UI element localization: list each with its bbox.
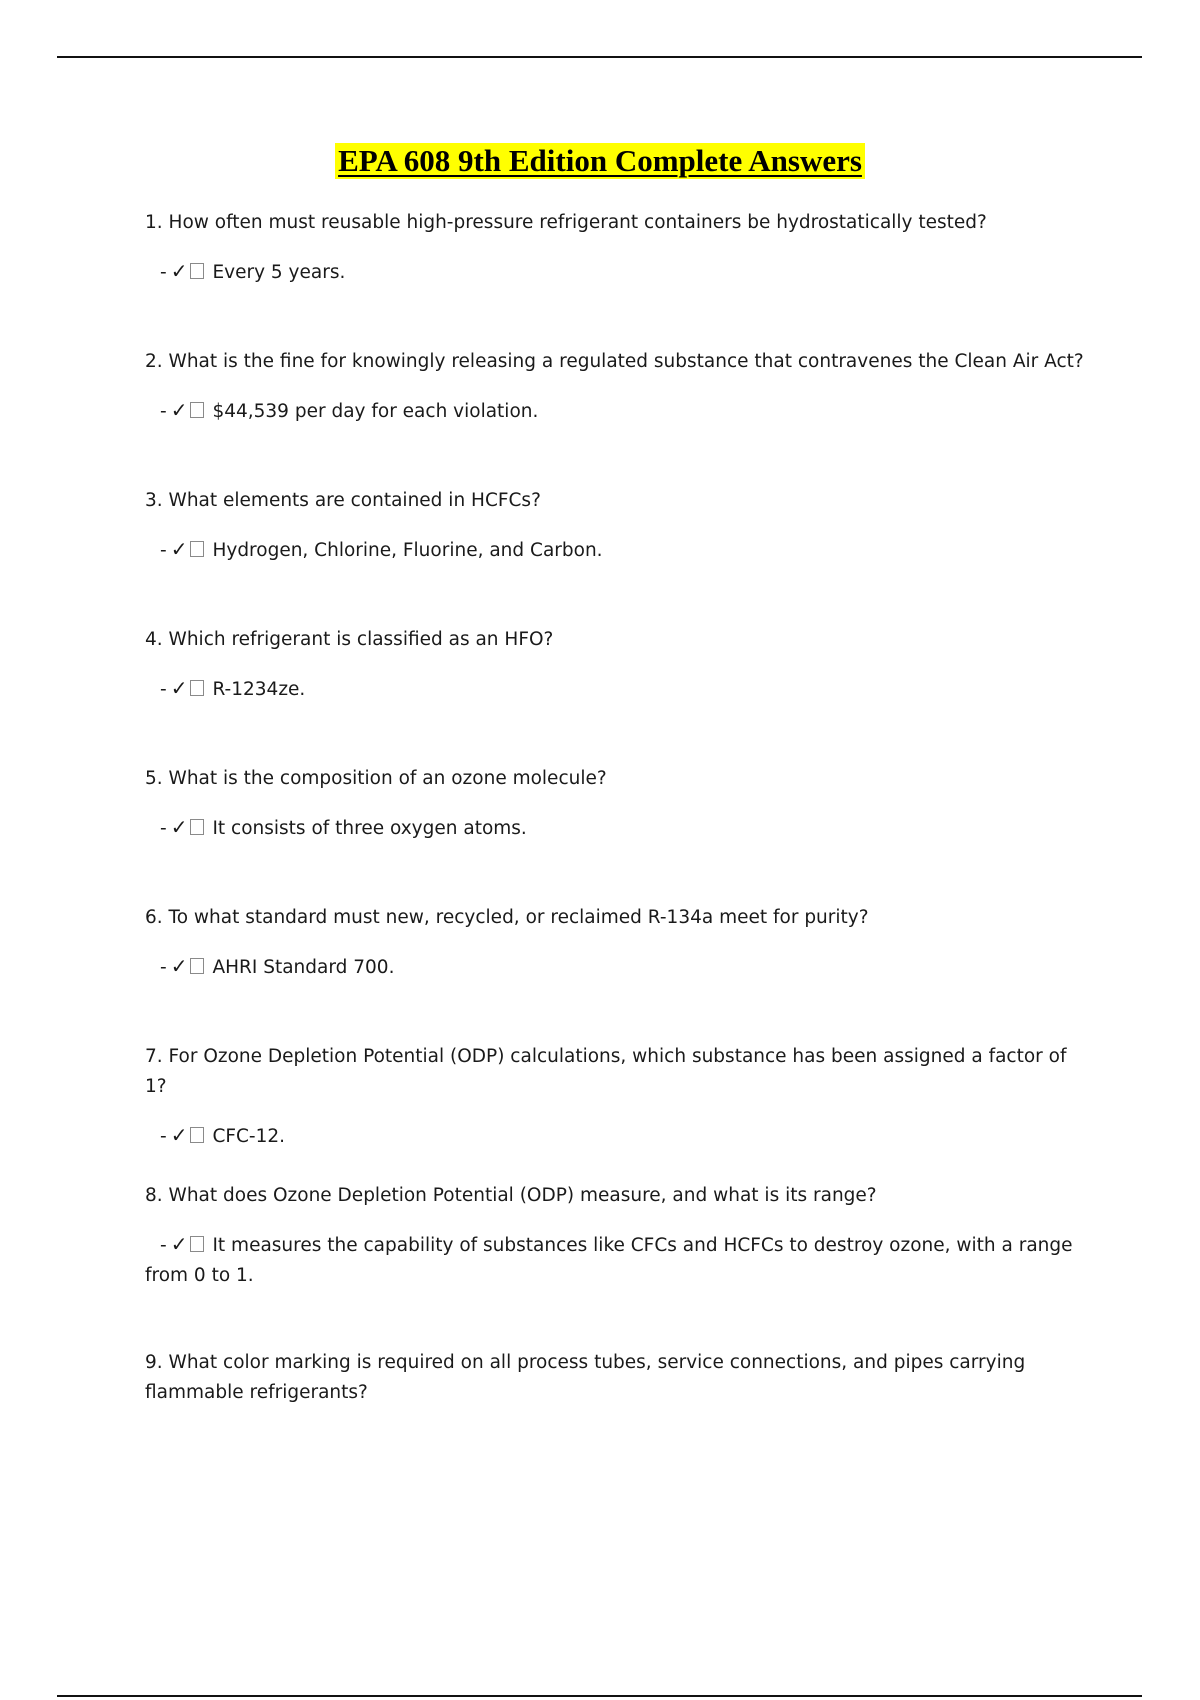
answer-text-3: Hydrogen, Chlorine, Fluorine, and Carbon.	[212, 540, 603, 561]
qa-item-7	[145, 1042, 1090, 1152]
question-3: 3. What elements are contained in HCFCs?	[145, 490, 541, 511]
checkmark-icon: ✓	[170, 954, 188, 978]
question-2: 2. What is the fine for knowingly releasing a regulated substance that contravenes the Clean Air Act?	[145, 351, 1084, 372]
empty-box-icon	[190, 958, 204, 974]
answer-dash: -	[160, 1126, 167, 1147]
question-4: 4. Which refrigerant is classified as an HFO?	[145, 629, 554, 650]
question-9: 9. What color marking is required on all process tubes, service connections, and pipes carrying flammable refrigerants?	[145, 1352, 1026, 1403]
empty-box-icon	[190, 819, 204, 835]
document-title: EPA 608 9th Edition Complete Answers	[335, 143, 865, 179]
answer-6	[160, 951, 1090, 983]
answer-dash: -	[160, 540, 167, 561]
qa-item-1	[145, 208, 1090, 288]
qa-item-3	[145, 486, 1090, 566]
answer-4	[160, 673, 1090, 705]
checkmark-icon: ✓	[170, 398, 188, 422]
qa-item-6	[145, 903, 1090, 983]
top-rule	[57, 56, 1142, 58]
empty-box-icon	[190, 402, 204, 418]
answer-text-2: $44,539 per day for each violation.	[212, 401, 539, 422]
answer-dash: -	[160, 1235, 167, 1256]
empty-box-icon	[190, 541, 204, 557]
answer-dash: -	[160, 401, 167, 422]
answer-text-4: R-1234ze.	[212, 679, 306, 700]
answer-dash: -	[160, 957, 167, 978]
answer-8	[145, 1229, 1090, 1291]
answer-7	[160, 1120, 1090, 1152]
qa-item-9	[145, 1348, 1090, 1408]
checkmark-icon: ✓	[170, 537, 188, 561]
empty-box-icon	[190, 1236, 204, 1252]
answer-text-5: It consists of three oxygen atoms.	[212, 818, 527, 839]
answer-dash: -	[160, 818, 167, 839]
checkmark-icon: ✓	[170, 1232, 188, 1256]
checkmark-icon: ✓	[170, 259, 188, 283]
answer-text-6: AHRI Standard 700.	[212, 957, 395, 978]
empty-box-icon	[190, 263, 204, 279]
answer-3	[160, 534, 1090, 566]
checkmark-icon: ✓	[170, 1123, 188, 1147]
checkmark-icon: ✓	[170, 815, 188, 839]
empty-box-icon	[190, 680, 204, 696]
question-5: 5. What is the composition of an ozone molecule?	[145, 768, 607, 789]
question-8: 8. What does Ozone Depletion Potential (ODP) measure, and what is its range?	[145, 1185, 877, 1206]
question-7: 7. For Ozone Depletion Potential (ODP) calculations, which substance has been assigned a factor of 1?	[145, 1046, 1067, 1097]
title-container	[0, 143, 1200, 179]
answer-2	[160, 395, 1090, 427]
qa-item-2	[145, 347, 1090, 427]
question-6: 6. To what standard must new, recycled, or reclaimed R-134a meet for purity?	[145, 907, 869, 928]
bottom-rule	[57, 1695, 1142, 1697]
qa-item-8	[145, 1181, 1090, 1291]
empty-box-icon	[190, 1127, 204, 1143]
answer-dash: -	[160, 262, 167, 283]
question-1: 1. How often must reusable high-pressure refrigerant containers be hydrostatically tested?	[145, 212, 987, 233]
answer-text-7: CFC-12.	[212, 1126, 286, 1147]
answer-1	[160, 256, 1090, 288]
qa-item-4	[145, 625, 1090, 705]
answer-text-1: Every 5 years.	[212, 262, 346, 283]
answer-text-8: It measures the capability of substances like CFCs and HCFCs to destroy ozone, with a range from 0 to 1.	[145, 1235, 1073, 1286]
answer-dash: -	[160, 679, 167, 700]
answer-5	[160, 812, 1090, 844]
qa-item-5	[145, 764, 1090, 844]
checkmark-icon: ✓	[170, 676, 188, 700]
